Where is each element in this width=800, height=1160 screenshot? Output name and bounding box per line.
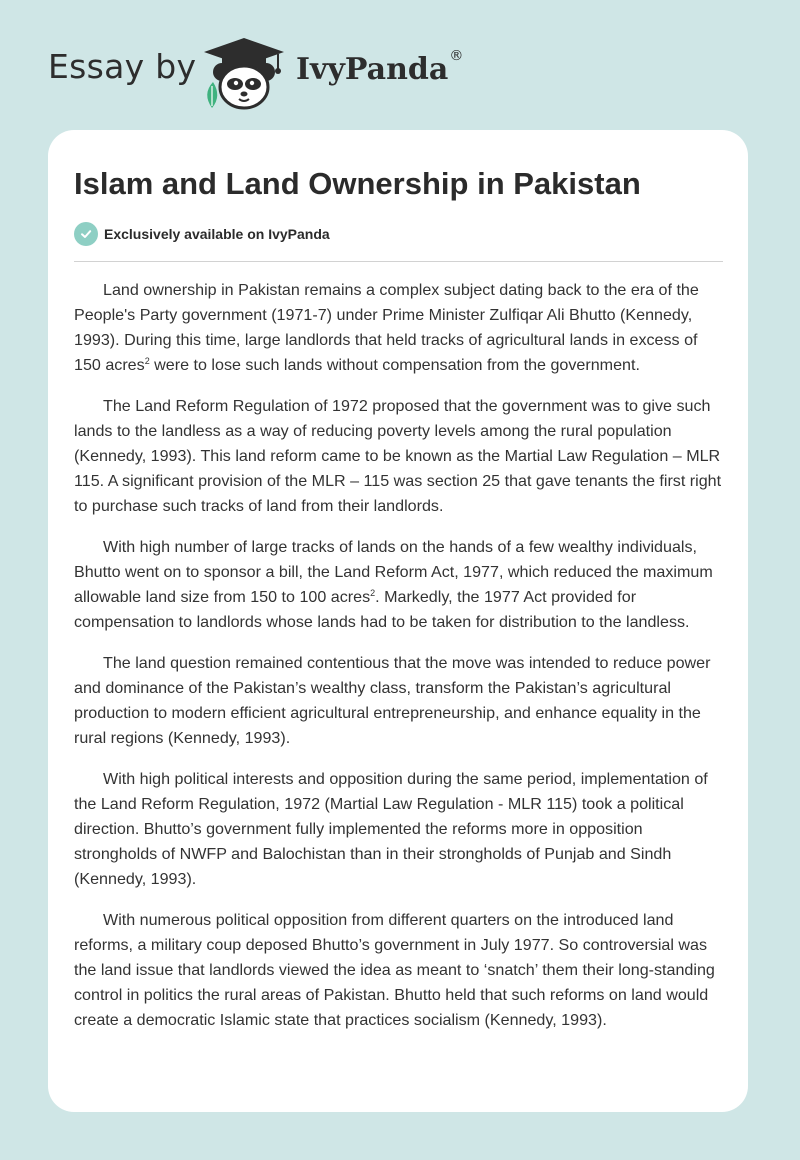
paragraph-4: The land question remained contentious that the move was intended to reduce power and dominance of the Pakistan’s wealthy class, transform the Pakistan’s agricultural production to modern efficient agricultural entrepreneurship, and enhance equality in the rural regions (Kennedy, 1993).: [74, 654, 711, 747]
exclusive-label: Exclusively available on IvyPanda: [104, 226, 330, 242]
divider: [74, 261, 723, 262]
paragraph-1: Land ownership in Pakistan remains a complex subject dating back to the era of the People's Party government (1971-7) under Prime Minister Zulfiqar Ali Bhutto (Kennedy, 1993). During this time, large landlords that held tracks of agricultural lands in excess of 150 acres$^2$ were to lose such lands without compensation from the government.: [74, 281, 699, 374]
paragraph-6: With numerous political opposition from different quarters on the introduced land reforms, a military coup deposed Bhutto’s government in July 1977. So controversial was the land issue that landlords viewed the idea as meant to ‘snatch’ them their long-standing control in politics the rural areas of Pakistan. Bhutto held that such reforms on land would create a democratic Islamic state that practices socialism (Kennedy, 1993).: [74, 911, 715, 1029]
superscript: 2: [370, 588, 376, 598]
paragraph-3: With high number of large tracks of lands on the hands of a few wealthy individuals, Bhutto went on to sponsor a bill, the Land Reform Act, 1977, which reduced the maximum allowable land size from 150 to 100 acres$^2$. Markedly, the 1977 Act provided for compensation to landlords whose lands had to be taken for distribution to the landless.: [74, 538, 713, 631]
essay-by-label: Essay by: [48, 47, 197, 86]
paragraph-2: The Land Reform Regulation of 1972 proposed that the government was to give such lands to the landless as a way of reducing poverty levels among the rural population (Kennedy, 1993). This land reform came to be known as the Martial Law Regulation – MLR 115. A significant provision of the MLR – 115 was section 25 that gave tenants the first right to purchase such tracks of land from their landlords.: [74, 397, 722, 515]
brand-logo-text[interactable]: IvyPanda®: [296, 48, 464, 87]
essay-body: [74, 278, 726, 1049]
superscript: 2: [144, 356, 150, 366]
exclusive-badge: [74, 222, 330, 246]
essay-card: [48, 130, 748, 1112]
page-title: Islam and Land Ownership in Pakistan: [74, 166, 641, 201]
registered-mark: ®: [449, 48, 464, 64]
panda-graduate-icon[interactable]: [200, 36, 288, 110]
check-circle-icon: [74, 222, 98, 246]
site-header: [0, 0, 800, 128]
paragraph-5: With high political interests and opposition during the same period, implementation of the Land Reform Regulation, 1972 (Martial Law Regulation - MLR 115) took a political direction. Bhutto’s government fully implemented the reforms more in opposition strongholds of NWFP and Balochistan than in their strongholds of Punjab and Sindh (Kennedy, 1993).: [74, 770, 708, 888]
